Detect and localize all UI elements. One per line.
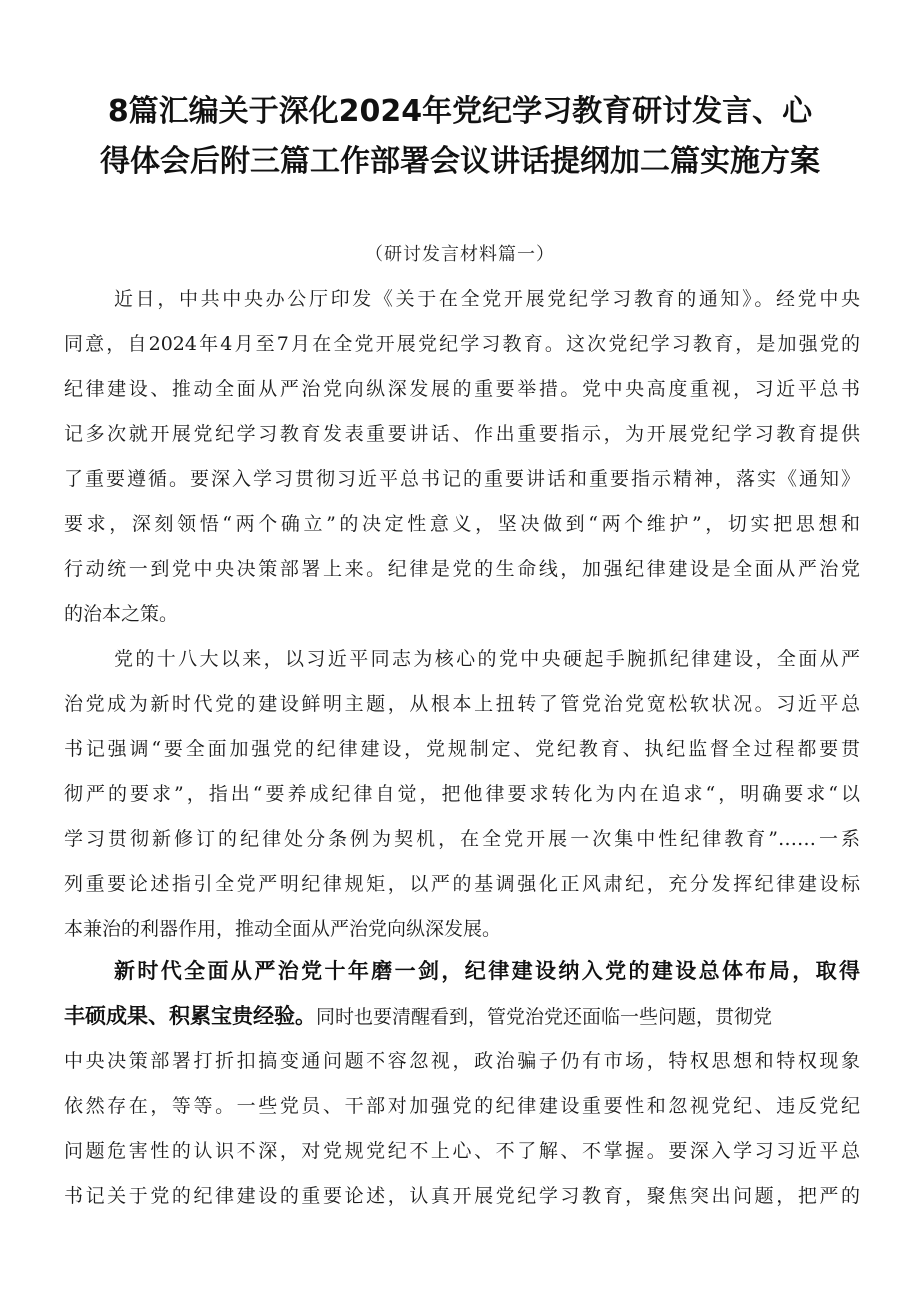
paragraph-1-line: 行动统一到党中央决策部署上来。纪律是党的生命线，加强纪律建设是全面从严治党 [64,558,860,580]
paragraph-1-line: 纪律建设、推动全面从严治党向纵深发展的重要举措。党中央高度重视，习近平总书 [64,378,860,400]
paragraph-3-line: 书记关于党的纪律建设的重要论述，认真开展党纪学习教育，聚焦突出问题，把严的 [64,1185,860,1207]
paragraph-2-line: 治党成为新时代党的建设鲜明主题，从根本上扭转了管党治党宽松软状况。习近平总 [64,693,860,715]
paragraph-2-line: 本兼治的利器作用，推动全面从严治党向纵深发展。 [64,918,502,940]
paragraph-2-line: 党的十八大以来，以习近平同志为核心的党中央硬起手腕抓纪律建设，全面从严 [114,648,860,670]
paragraph-1-line: 要求，深刻领悟“两个确立”的决定性意义，坚决做到“两个维护”，切实把思想和 [64,513,860,535]
paragraph-2-line: 书记强调“要全面加强党的纪律建设，党规制定、党纪教育、执纪监督全过程都要贯 [64,738,860,760]
paragraph-2-line: 学习贯彻新修订的纪律处分条例为契机，在全党开展一次集中性纪律教育”……一系 [64,828,860,850]
paragraph-3-line: 依然存在，等等。一些党员、干部对加强党的纪律建设重要性和忽视党纪、违反党纪 [64,1095,860,1117]
paragraph-1-line: 近日，中共中央办公厅印发《关于在全党开展党纪学习教育的通知》。经党中央 [114,288,860,310]
paragraph-3-bold-line: 新时代全面从严治党十年磨一剑，纪律建设纳入党的建设总体布局，取得 [114,959,860,983]
document-title-line-2: 得体会后附三篇工作部署会议讲话提纲加二篇实施方案 [100,144,820,179]
document-title-line-1: 8篇汇编关于深化2024年党纪学习教育研讨发言、心 [107,94,813,129]
paragraph-1-line: 同意，自2024年4月至7月在全党开展党纪学习教育。这次党纪学习教育，是加强党的 [64,333,860,355]
paragraph-2-line: 彻严的要求”，指出“要养成纪律自觉，把他律要求转化为内在追求“，明确要求“以 [64,783,860,805]
paragraph-3-line: 中央决策部署打折扣搞变通问题不容忽视，政治骗子仍有市场，特权思想和特权现象 [64,1050,860,1072]
paragraph-1-line: 了重要遵循。要深入学习贯彻习近平总书记的重要讲话和重要指示精神，落实《通知》 [64,468,860,490]
paragraph-3-line [64,1003,860,1030]
paragraph-3-text: 同时也要清醒看到，管党治党还面临一些问题，贯彻党 [316,1006,773,1028]
paragraph-2-line: 列重要论述指引全党严明纪律规矩，以严的基调强化正风肃纪，充分发挥纪律建设标 [64,873,860,895]
paragraph-1-line: 记多次就开展党纪学习教育发表重要讲话、作出重要指示，为开展党纪学习教育提供 [64,423,860,445]
section-subtitle: （研讨发言材料篇一） [365,244,555,265]
paragraph-3-bold-phrase: 丰硕成果、积累宝贵经验。 [64,1004,316,1028]
paragraph-3-line: 问题危害性的认识不深，对党规党纪不上心、不了解、不掌握。要深入学习习近平总 [64,1140,860,1162]
paragraph-1-line: 的治本之策。 [64,603,179,625]
